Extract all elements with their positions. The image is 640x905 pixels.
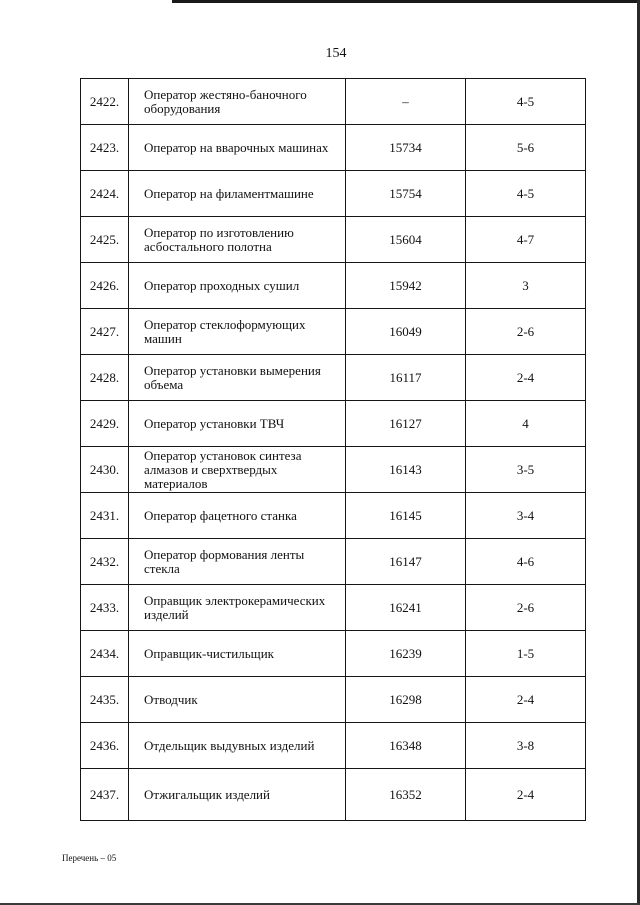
occupation-name-cell: Отдельщик выдувных изделий (129, 723, 346, 769)
table-row (81, 125, 586, 171)
occupation-name-cell: Отжигальщик изделий (129, 769, 346, 821)
grade-range-cell: 3 (466, 263, 586, 309)
table-row (81, 585, 586, 631)
grade-range-cell: 4-7 (466, 217, 586, 263)
occupation-name-cell: Оператор установок синтеза алмазов и сверхтвердых материалов (129, 447, 346, 493)
grade-range-cell: 4-5 (466, 79, 586, 125)
occupation-name-cell: Оператор стеклоформующих машин (129, 309, 346, 355)
table-row (81, 171, 586, 217)
table-row (81, 447, 586, 493)
grade-range-cell: 3-8 (466, 723, 586, 769)
occupation-code-cell: – (346, 79, 466, 125)
row-number-cell: 2422. (81, 79, 129, 125)
row-number-cell: 2436. (81, 723, 129, 769)
occupation-name-cell: Оператор по изготовлению асбостального полотна (129, 217, 346, 263)
scan-edge-top (172, 0, 640, 3)
page-footer: Перечень – 05 (62, 853, 117, 863)
table-row (81, 539, 586, 585)
occupation-name-cell: Оправщик-чистильщик (129, 631, 346, 677)
occupation-name-cell: Оператор установки вымерения объема (129, 355, 346, 401)
row-number-cell: 2424. (81, 171, 129, 217)
occupation-code-cell: 15604 (346, 217, 466, 263)
table-row (81, 401, 586, 447)
occupation-code-cell: 16117 (346, 355, 466, 401)
occupation-code-cell: 15754 (346, 171, 466, 217)
grade-range-cell: 4-6 (466, 539, 586, 585)
grade-range-cell: 2-4 (466, 355, 586, 401)
grade-range-cell: 3-4 (466, 493, 586, 539)
grade-range-cell: 2-4 (466, 677, 586, 723)
page-number: 154 (325, 46, 347, 61)
occupation-name-cell: Оправщик электрокерамических изделий (129, 585, 346, 631)
occupation-code-cell: 16143 (346, 447, 466, 493)
occupation-name-cell: Оператор установки ТВЧ (129, 401, 346, 447)
row-number-cell: 2425. (81, 217, 129, 263)
row-number-cell: 2435. (81, 677, 129, 723)
row-number-cell: 2432. (81, 539, 129, 585)
occupation-code-cell: 16049 (346, 309, 466, 355)
grade-range-cell: 2-4 (466, 769, 586, 821)
table-row (81, 217, 586, 263)
row-number-cell: 2429. (81, 401, 129, 447)
occupation-name-cell: Оператор фацетного станка (129, 493, 346, 539)
occupation-code-cell: 16352 (346, 769, 466, 821)
grade-range-cell: 1-5 (466, 631, 586, 677)
occupation-code-cell: 16241 (346, 585, 466, 631)
occupation-name-cell: Оператор на филаментмашине (129, 171, 346, 217)
occupation-name-cell: Оператор формования ленты стекла (129, 539, 346, 585)
occupation-code-cell: 16127 (346, 401, 466, 447)
row-number-cell: 2433. (81, 585, 129, 631)
occupation-code-cell: 16348 (346, 723, 466, 769)
occupation-code-cell: 16298 (346, 677, 466, 723)
row-number-cell: 2423. (81, 125, 129, 171)
row-number-cell: 2431. (81, 493, 129, 539)
occupation-code-cell: 16239 (346, 631, 466, 677)
grade-range-cell: 2-6 (466, 585, 586, 631)
table-row (81, 677, 586, 723)
row-number-cell: 2426. (81, 263, 129, 309)
occupation-code-cell: 16147 (346, 539, 466, 585)
table-row (81, 723, 586, 769)
occupation-table (80, 78, 586, 821)
table-row (81, 769, 586, 821)
grade-range-cell: 5-6 (466, 125, 586, 171)
table-row (81, 263, 586, 309)
table-row (81, 355, 586, 401)
occupation-name-cell: Отводчик (129, 677, 346, 723)
row-number-cell: 2434. (81, 631, 129, 677)
occupation-name-cell: Оператор на вварочных машинах (129, 125, 346, 171)
row-number-cell: 2428. (81, 355, 129, 401)
table-row (81, 631, 586, 677)
grade-range-cell: 4-5 (466, 171, 586, 217)
occupation-code-cell: 16145 (346, 493, 466, 539)
occupation-code-cell: 15734 (346, 125, 466, 171)
occupation-name-cell: Оператор проходных сушил (129, 263, 346, 309)
occupation-name-cell: Оператор жестяно-баночного оборудования (129, 79, 346, 125)
grade-range-cell: 3-5 (466, 447, 586, 493)
grade-range-cell: 2-6 (466, 309, 586, 355)
table-row (81, 79, 586, 125)
grade-range-cell: 4 (466, 401, 586, 447)
row-number-cell: 2437. (81, 769, 129, 821)
occupation-code-cell: 15942 (346, 263, 466, 309)
row-number-cell: 2430. (81, 447, 129, 493)
table-row (81, 493, 586, 539)
table-row (81, 309, 586, 355)
row-number-cell: 2427. (81, 309, 129, 355)
